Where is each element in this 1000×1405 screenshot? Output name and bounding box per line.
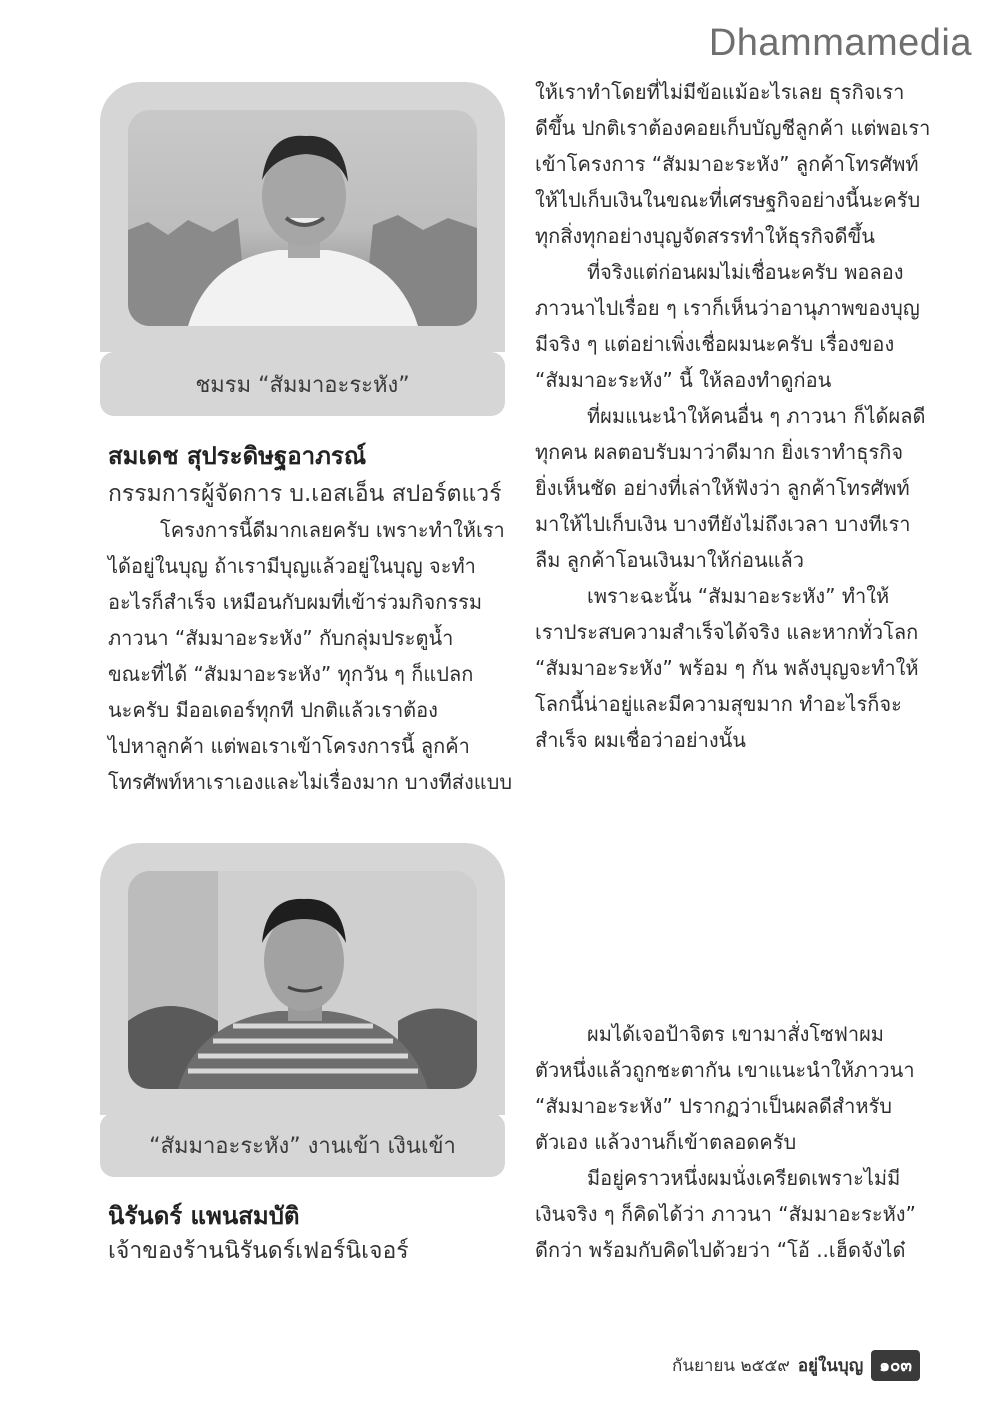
text-line: ดีขึ้น ปกติเราต้องคอยเก็บบัญชีลูกค้า แต่พอเรา: [535, 116, 931, 140]
article-2-right-column: [535, 1016, 920, 1268]
photo-frame-2: [100, 843, 505, 1115]
text-line: อะไรก็สำเร็จ เหมือนกับผมที่เข้าร่วมกิจกรรม: [108, 590, 483, 614]
portrait-photo-1: [128, 110, 477, 326]
portrait-photo-2: [128, 871, 477, 1089]
issue-date: กันยายน ๒๕๕๙: [672, 1356, 790, 1376]
text-line: มีจริง ๆ แต่อย่าเพิ่งเชื่อผมนะครับ เรื่องของ: [535, 332, 895, 356]
text-line: ตัวหนึ่งแล้วถูกชะตากัน เขาแนะนำให้ภาวนา: [535, 1058, 915, 1082]
text-line: ทุกสิ่งทุกอย่างบุญจัดสรรทำให้ธุรกิจดีขึ้น: [535, 224, 875, 248]
article-1-left-column: [108, 512, 513, 800]
text-line: สำเร็จ ผมเชื่อว่าอย่างนั้น: [535, 728, 746, 752]
photo-caption-2: “สัมมาอะระหัง” งานเข้า เงินเข้า: [100, 1113, 505, 1177]
text-line: ที่ผมแนะนำให้คนอื่น ๆ ภาวนา ก็ได้ผลดี: [587, 404, 926, 428]
page-number: ๑๐๓: [871, 1350, 920, 1381]
text-line: มาให้ไปเก็บเงิน บางทียังไม่ถึงเวลา บางทีเรา: [535, 512, 911, 536]
text-line: โลกนี้น่าอยู่และมีความสุขมาก ทำอะไรก็จะ: [535, 692, 902, 716]
article-1-right-column: [535, 74, 931, 758]
text-line: เงินจริง ๆ ก็คิดได้ว่า ภาวนา “สัมมาอะระหัง”: [535, 1202, 916, 1226]
photo-caption-1: ชมรม “สัมมาอะระหัง”: [100, 352, 505, 416]
text-line: ผมได้เจอป้าจิตร เขามาสั่งโซฟาผม: [587, 1022, 884, 1046]
text-line: นะครับ มีออเดอร์ทุกที ปกติแล้วเราต้อง: [108, 698, 438, 722]
text-line: ภาวนา “สัมมาอะระหัง” กับกลุ่มประตูน้ำ: [108, 626, 454, 650]
text-line: ดีกว่า พร้อมกับคิดไปด้วยว่า “โอ้ ..เฮ็ดจังได๋: [535, 1238, 906, 1262]
text-line: ลืม ลูกค้าโอนเงินมาให้ก่อนแล้ว: [535, 548, 805, 572]
text-line: ที่จริงแต่ก่อนผมไม่เชื่อนะครับ พอลอง: [587, 260, 904, 284]
magazine-name: อยู่ในบุญ: [797, 1356, 864, 1376]
text-line: ยิ่งเห็นชัด อย่างที่เล่าให้ฟังว่า ลูกค้าโทรศัพท์: [535, 476, 910, 500]
page-footer: [672, 1350, 920, 1381]
text-line: โทรศัพท์หาเราเองและไม่เรื่องมาก บางทีส่งแบบ: [108, 770, 513, 794]
text-line: ทุกคน ผลตอบรับมาว่าดีมาก ยิ่งเราทำธุรกิจ: [535, 440, 904, 464]
text-line: มีอยู่คราวหนึ่งผมนั่งเครียดเพราะไม่มี: [587, 1166, 901, 1190]
person-title-1: กรรมการผู้จัดการ บ.เอสเอ็น สปอร์ตแวร์: [108, 481, 502, 507]
text-line: ตัวเอง แล้วงานก็เข้าตลอดครับ: [535, 1130, 797, 1154]
person-name-1: สมเดช สุประดิษฐอาภรณ์: [108, 442, 367, 470]
text-line: ไปหาลูกค้า แต่พอเราเข้าโครงการนี้ ลูกค้า: [108, 734, 470, 758]
text-line: ให้เราทำโดยที่ไม่มีข้อแม้อะไรเลย ธุรกิจเรา: [535, 80, 905, 104]
text-line: “สัมมาอะระหัง” ปรากฏว่าเป็นผลดีสำหรับ: [535, 1094, 892, 1118]
text-line: เพราะฉะนั้น “สัมมาอะระหัง” ทำให้: [587, 584, 890, 608]
text-line: เราประสบความสำเร็จได้จริง และหากทั่วโลก: [535, 620, 919, 644]
text-line: “สัมมาอะระหัง” พร้อม ๆ กัน พลังบุญจะทำให้: [535, 656, 919, 680]
text-line: โครงการนี้ดีมากเลยครับ เพราะทำให้เรา: [160, 518, 505, 542]
text-line: ภาวนาไปเรื่อย ๆ เราก็เห็นว่าอานุภาพของบุญ: [535, 296, 920, 320]
text-line: ให้ไปเก็บเงินในขณะที่เศรษฐกิจอย่างนี้นะครับ: [535, 188, 921, 212]
publisher-logo-text: Dhammamedia: [708, 22, 972, 64]
person-name-2: นิรันดร์ แพนสมบัติ: [108, 1202, 300, 1230]
text-line: ขณะที่ได้ “สัมมาอะระหัง” ทุกวัน ๆ ก็แปลก: [108, 662, 474, 686]
photo-frame-1: [100, 82, 505, 352]
text-line: ได้อยู่ในบุญ ถ้าเรามีบุญแล้วอยู่ในบุญ จะทำ: [108, 554, 476, 578]
person-title-2: เจ้าของร้านนิรันดร์เฟอร์นิเจอร์: [108, 1238, 409, 1264]
text-line: “สัมมาอะระหัง” นี้ ให้ลองทำดูก่อน: [535, 368, 832, 392]
text-line: เข้าโครงการ “สัมมาอะระหัง” ลูกค้าโทรศัพท์: [535, 152, 919, 176]
